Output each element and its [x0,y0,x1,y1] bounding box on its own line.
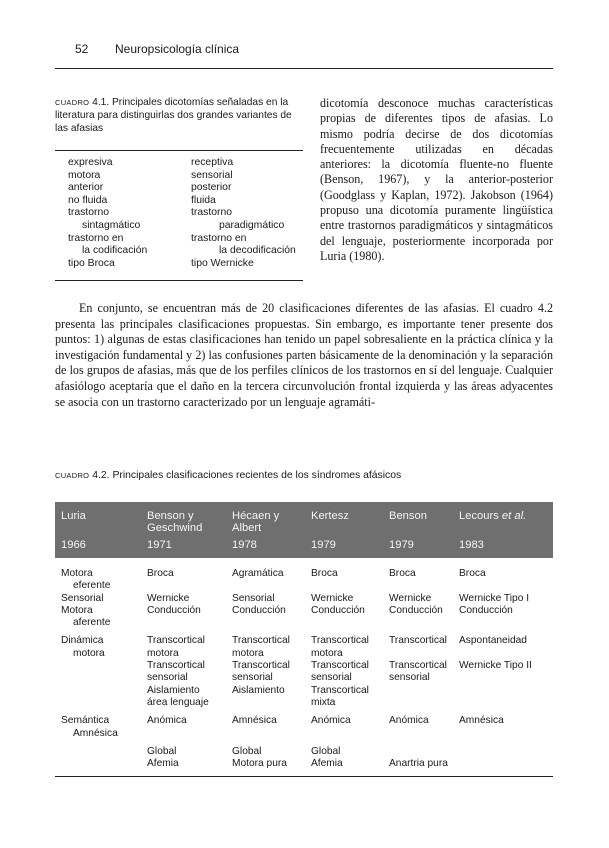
table-cell: Afemia [141,758,226,777]
table2-header-cell [453,502,553,534]
table-cell: Global [311,745,341,757]
table1-cell: trastorno en [191,232,247,244]
table-cell: Broca [147,568,174,579]
table-cell: Amnésica [232,715,277,727]
header-author-italic: et al. [501,510,527,522]
table1-cell: expresiva [68,157,113,168]
header-rule [55,68,553,69]
table1-label: CUADRO [55,98,90,107]
table1-top-rule [55,150,303,151]
cell-text: motora [73,647,105,659]
table1-cell: tipo Wernicke [191,257,254,269]
table1-cell: la decodificación [219,245,296,257]
table-cell: Conducción [147,604,201,616]
table-cell: Transcortical sensorial [147,660,205,684]
table2-label: CUADRO [55,471,90,480]
table-cell [55,740,141,758]
table-cell: Wernicke [147,592,190,604]
table-cell: Aspontaneidad [459,635,527,647]
table1-cell: paradigmático [219,219,285,231]
table-row [55,758,553,777]
table2-header-year: 1971 [141,534,226,558]
table-cell [383,740,453,758]
table1-cell: receptiva [191,157,234,168]
table1-number: 4.1. [92,97,110,108]
table-cell: Transcortical mixta [311,684,369,708]
table-cell: Conducción [459,604,513,616]
table1-cell: motora [68,169,101,181]
body-paragraph-text: En conjunto, se encuentran más de 20 clasificaciones diferentes de las afasias. El cuadro 4.2 presenta las principales clasificaciones propuestas. Sin embargo, es importante tener presente dos puntos: 1) algunas de estas clasificaciones han tenido un papel sobresaliente en la práctica clínica y la investigación fundamental y 2) las confusiones parten básicamente de la denominación y la separación de los grupos de afasias, más que de los perfiles clínicos de los trastornos en sí del lenguaje. Cualquier afasiólogo aceptaría que el daño en la tercera circunvolución frontal izquierda y las áreas adyacentes se asocia con un trastorno caracterizado por un lenguaje agramáti- [55,301,553,409]
table-cell [453,740,553,758]
running-title: Neuropsicología clínica [115,42,240,56]
table1-cell: fluida [191,194,216,206]
cell-text: Motora [61,604,93,616]
table1-cell: sensorial [191,169,233,181]
table-cell: Broca [459,568,486,579]
table1-row [68,220,303,233]
table1-row [68,233,303,246]
table2 [55,502,553,777]
table2-header-cell: Benson y Geschwind [141,502,226,534]
table2-header-year: 1979 [305,534,383,558]
table-cell [453,758,553,777]
table-cell: Broca [389,568,416,579]
table-cell: Transcortical sensorial [389,660,447,684]
table1-cell: tipo Broca [68,257,115,269]
header-author: Lecours [459,510,499,522]
table-cell: Wernicke Tipo II [459,660,532,672]
table1 [68,157,303,270]
table-cell: Broca [311,568,338,579]
table-cell [55,758,141,777]
table1-row [68,258,303,271]
table-cell: Sensorial [232,592,275,604]
table-row [55,660,553,685]
table-cell: Aislamiento área lenguaje [147,684,209,708]
table-cell: Transcortical motora [232,635,290,659]
table2-header-cell: Benson [383,502,453,534]
table-cell: Anómica [389,715,429,727]
table1-row [68,195,303,208]
cell-text: aferente [73,617,111,629]
table-cell: Transcortical sensorial [232,660,290,684]
table-cell: Transcortical motora [147,635,205,659]
table-cell: Wernicke [389,592,432,604]
table-cell: Aislamiento [232,684,285,696]
table2-header-year: 1978 [226,534,305,558]
page-number: 52 [75,42,89,56]
right-column-paragraph: dicotomía desconoce muchas características propias de diferentes tipos de afasias. Lo mismo podría decirse de dos dicotomías frecuentemente utilizadas en décadas anteriores: la dicotomía fluente-no fluente (Benson, 1967), y la anterior-posterior (Goodglass y Kaplan, 1972). Jakobson (1964) propuso una dicotomía puramente lingüística entre trastornos paradigmáticos y sintagmáticos del lenguaje, posteriormente incorporada por Luria (1980). [320,96,553,263]
cell-text: Semántica [61,715,110,727]
cell-text: Motora [61,568,93,579]
table2-header-year: 1966 [55,534,141,558]
table1-cell: sintagmático [82,219,141,231]
table-cell [453,685,553,710]
table1-cell: anterior [68,182,104,194]
table-row [55,593,553,605]
table1-bottom-rule [55,280,303,281]
table-cell: Global [232,745,262,757]
table2-header-cell: Luria [55,502,141,534]
cell-text: Dinámica [61,635,104,647]
table-cell [55,709,141,740]
table1-cell: la codificación [82,245,148,257]
table-cell [55,605,141,630]
table1-row [68,182,303,195]
table1-cell: trastorno [191,207,233,219]
table-row [55,558,553,593]
table-row [55,629,553,660]
table2-header-authors [55,502,553,534]
table-cell: Sensorial [61,592,104,604]
cell-text: eferente [73,580,111,592]
table1-caption [55,96,303,135]
table-cell [55,660,141,685]
table-cell: Wernicke [311,592,354,604]
table-cell: Global [147,745,177,757]
table2-header-year: 1979 [383,534,453,558]
table-cell: Transcortical sensorial [311,660,369,684]
table2-number: 4.2. [92,470,110,481]
table-cell [55,629,141,660]
table-cell: Conducción [311,604,365,616]
table-cell: Agramática [232,568,284,579]
cell-text: Amnésica [73,727,118,739]
table2-header-years [55,534,553,558]
table-cell: Anartria pura [383,758,453,777]
table-cell: Conducción [389,604,443,616]
table-row [55,685,553,710]
table1-row [68,157,303,170]
table-cell: Motora pura [226,758,305,777]
table1-row [68,170,303,183]
table-row [55,740,553,758]
table-cell: Anómica [311,715,351,727]
table2-caption [55,470,553,481]
table2-header-cell: Kertesz [305,502,383,534]
table1-caption-text: Principales dicotomías señaladas en la literatura para distinguirlas dos grandes variantes de las afasias [55,97,292,134]
table2-caption-text: Principales clasificaciones recientes de los síndromes afásicos [112,470,402,481]
table-cell: Wernicke Tipo I [459,592,530,604]
table1-row [68,207,303,220]
table-cell: Transcortical [389,635,447,647]
table1-cell: no fluida [68,194,108,206]
body-paragraph [55,301,553,410]
table-cell: Anómica [147,715,187,727]
table-cell: Transcortical motora [311,635,369,659]
table-row [55,709,553,740]
table2-header-cell: Hécaen y Albert [226,502,305,534]
table-cell: Amnésica [459,715,504,727]
table1-cell: trastorno en [68,232,124,244]
table-cell [383,685,453,710]
table2-header-year: 1983 [453,534,553,558]
table-cell: Afemia [305,758,383,777]
table1-row [68,245,303,258]
table1-cell: posterior [191,182,232,194]
running-header [55,42,239,56]
table-row [55,605,553,630]
table-cell [55,685,141,710]
table-cell: Conducción [232,604,286,616]
table-cell [55,558,141,593]
table1-cell: trastorno [68,207,110,219]
